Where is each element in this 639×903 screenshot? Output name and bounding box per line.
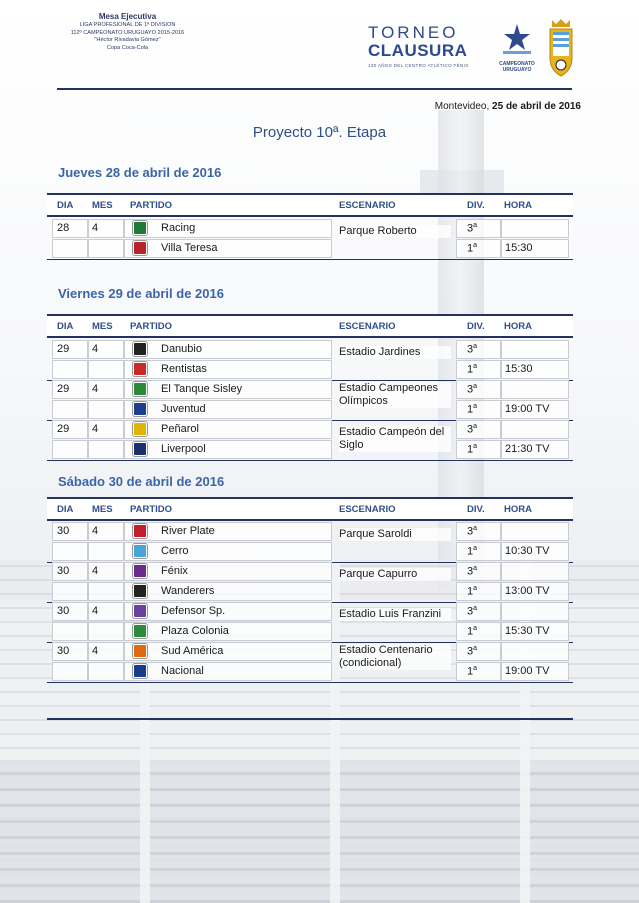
- camp-line2: URUGUAYO: [502, 67, 532, 73]
- table-cell: [124, 522, 332, 541]
- division-number: 1: [467, 443, 474, 456]
- ordinal-suffix: a: [473, 242, 478, 249]
- table-cell: [124, 662, 332, 681]
- ordinal-suffix: a: [473, 665, 478, 672]
- division-cell: [467, 645, 477, 658]
- hora-cell: 15:30 TV: [505, 625, 550, 637]
- table-cell: [501, 602, 569, 621]
- ordinal-suffix: a: [473, 383, 478, 390]
- hora-cell: 19:00 TV: [505, 665, 550, 677]
- table-cell: [124, 420, 332, 439]
- division-cell: [467, 525, 477, 538]
- dateline-date: 25 de abril de 2016: [492, 101, 581, 112]
- dateline-place: Montevideo,: [434, 101, 490, 112]
- team-crest-icon: [133, 362, 147, 376]
- division-cell: [467, 545, 477, 558]
- division-number: 3: [467, 343, 474, 356]
- day-heading: Jueves 28 de abril de 2016: [58, 165, 222, 180]
- division-number: 1: [467, 545, 474, 558]
- hora-cell: 10:30 TV: [505, 545, 550, 557]
- away-team: Cerro: [161, 545, 189, 557]
- mes-cell: 4: [92, 605, 99, 617]
- hora-cell: 15:30: [505, 363, 533, 375]
- table-cell: [124, 602, 332, 621]
- torneo-clausura-logo: [368, 24, 488, 68]
- division-cell: [467, 443, 477, 456]
- division-number: 3: [467, 222, 474, 235]
- scenario-cell: Estadio Luis Franzini: [339, 608, 451, 621]
- table-row: [47, 360, 573, 380]
- ordinal-suffix: a: [473, 645, 478, 652]
- star-emblem-icon: [497, 22, 537, 56]
- division-cell: [467, 242, 477, 255]
- division-number: 1: [467, 665, 474, 678]
- table-cell: [501, 420, 569, 439]
- table-row: [47, 562, 573, 582]
- ordinal-suffix: a: [473, 625, 478, 632]
- table-cell: [501, 562, 569, 581]
- ordinal-suffix: a: [473, 545, 478, 552]
- scenario-cell: Parque Roberto: [339, 225, 451, 238]
- home-team: Fénix: [161, 565, 188, 577]
- column-header: MES: [92, 200, 113, 211]
- column-header: PARTIDO: [130, 321, 173, 332]
- table-cell: [124, 542, 332, 561]
- table-header: [47, 314, 573, 338]
- division-cell: [467, 565, 477, 578]
- table-cell: [501, 219, 569, 238]
- column-header: ESCENARIO: [339, 504, 396, 515]
- table-cell: [501, 340, 569, 359]
- table-cell: [456, 340, 501, 359]
- away-team: Liverpool: [161, 443, 206, 455]
- away-team: Villa Teresa: [161, 242, 218, 254]
- table-cell: [52, 400, 88, 419]
- table-cell: [88, 542, 124, 561]
- table-cell: [124, 219, 332, 238]
- division-number: 1: [467, 585, 474, 598]
- ordinal-suffix: a: [473, 343, 478, 350]
- table-row: [47, 602, 573, 622]
- mes-cell: 4: [92, 343, 99, 355]
- scenario-cell: Estadio Campeón del Siglo: [339, 426, 451, 452]
- table-row: [47, 400, 573, 420]
- mesa-line: Copa Coca-Cola: [106, 44, 149, 51]
- camp-line1: CAMPEONATO: [499, 61, 535, 67]
- column-header: MES: [92, 504, 113, 515]
- header-rule: [57, 88, 572, 90]
- division-number: 1: [467, 403, 474, 416]
- table-cell: [456, 622, 501, 641]
- dia-cell: 29: [57, 343, 70, 355]
- column-header: PARTIDO: [130, 200, 173, 211]
- table-cell: [456, 380, 501, 399]
- away-team: Juventud: [161, 403, 206, 415]
- column-header: DIA: [57, 321, 74, 332]
- table-cell: [456, 239, 501, 258]
- table-cell: [124, 340, 332, 359]
- table-cell: [456, 582, 501, 601]
- division-number: 1: [467, 242, 474, 255]
- table-cell: [88, 239, 124, 258]
- mesa-line: "Héctor Rivadavia Gómez": [94, 37, 161, 43]
- table-cell: [52, 360, 88, 379]
- scenario-cell: Estadio Campeones Olímpicos: [339, 382, 451, 408]
- hora-cell: 21:30 TV: [505, 443, 550, 455]
- table-cell: [124, 440, 332, 459]
- table-cell: [88, 622, 124, 641]
- team-crest-icon: [133, 624, 147, 638]
- mesa-ejecutiva-block: [40, 12, 215, 52]
- bottom-rule: [47, 718, 573, 720]
- table-cell: [52, 239, 88, 258]
- table-row: [47, 542, 573, 562]
- away-team: Plaza Colonia: [161, 625, 229, 637]
- column-header: ESCENARIO: [339, 321, 396, 332]
- division-cell: [467, 222, 477, 235]
- home-team: Defensor Sp.: [161, 605, 226, 617]
- table-row: [47, 522, 573, 542]
- table-cell: [52, 622, 88, 641]
- dia-cell: 30: [57, 565, 70, 577]
- table-row: [47, 662, 573, 682]
- mes-cell: 4: [92, 565, 99, 577]
- group-separator: [47, 682, 573, 683]
- table-cell: [52, 662, 88, 681]
- table-cell: [501, 642, 569, 661]
- division-number: 1: [467, 625, 474, 638]
- team-crest-icon: [133, 442, 147, 456]
- day-heading: Viernes 29 de abril de 2016: [58, 286, 224, 301]
- division-cell: [467, 605, 477, 618]
- team-crest-icon: [133, 221, 147, 235]
- dia-cell: 30: [57, 525, 70, 537]
- table-cell: [501, 522, 569, 541]
- team-crest-icon: [133, 524, 147, 538]
- home-team: River Plate: [161, 525, 215, 537]
- auf-crest-icon: [548, 18, 574, 78]
- team-crest-icon: [133, 664, 147, 678]
- table-cell: [124, 582, 332, 601]
- dia-cell: 29: [57, 423, 70, 435]
- table-cell: [88, 440, 124, 459]
- mes-cell: 4: [92, 645, 99, 657]
- scenario-cell: Parque Capurro: [339, 568, 451, 581]
- table-cell: [456, 542, 501, 561]
- mes-cell: 4: [92, 423, 99, 435]
- table-header: [47, 193, 573, 217]
- column-header: HORA: [504, 504, 532, 515]
- group-separator: [47, 460, 573, 461]
- dateline: [435, 101, 581, 112]
- table-cell: [456, 420, 501, 439]
- team-crest-icon: [133, 544, 147, 558]
- home-team: El Tanque Sisley: [161, 383, 243, 395]
- table-cell: [52, 542, 88, 561]
- table-cell: [88, 662, 124, 681]
- table-row: [47, 420, 573, 440]
- column-header: HORA: [504, 321, 532, 332]
- table-cell: [52, 440, 88, 459]
- division-number: 3: [467, 645, 474, 658]
- table-cell: [456, 219, 501, 238]
- team-crest-icon: [133, 584, 147, 598]
- team-crest-icon: [133, 241, 147, 255]
- division-number: 3: [467, 565, 474, 578]
- table-row: [47, 219, 573, 239]
- ordinal-suffix: a: [473, 605, 478, 612]
- column-header: DIA: [57, 200, 74, 211]
- ordinal-suffix: a: [473, 222, 478, 229]
- division-number: 3: [467, 423, 474, 436]
- campeonato-uruguayo-logo: [492, 22, 542, 73]
- table-cell: [456, 360, 501, 379]
- division-number: 3: [467, 383, 474, 396]
- table-cell: [124, 562, 332, 581]
- home-team: Racing: [161, 222, 196, 234]
- dia-cell: 28: [57, 222, 70, 234]
- team-crest-icon: [133, 402, 147, 416]
- away-team: Rentistas: [161, 363, 207, 375]
- mes-cell: 4: [92, 222, 99, 234]
- team-crest-icon: [133, 382, 147, 396]
- division-cell: [467, 585, 477, 598]
- clausura-text: CLAUSURA: [368, 41, 468, 60]
- ordinal-suffix: a: [473, 363, 478, 370]
- hora-cell: 19:00 TV: [505, 403, 550, 415]
- division-number: 3: [467, 525, 474, 538]
- team-crest-icon: [133, 342, 147, 356]
- table-row: [47, 582, 573, 602]
- dia-cell: 29: [57, 383, 70, 395]
- day-heading: Sábado 30 de abril de 2016: [58, 474, 225, 489]
- table-cell: [456, 440, 501, 459]
- column-header: DIV.: [467, 200, 485, 211]
- table-cell: [124, 642, 332, 661]
- table-cell: [456, 562, 501, 581]
- scenario-cell: Estadio Centenario (condicional): [339, 644, 451, 670]
- ordinal-suffix: a: [473, 443, 478, 450]
- page-title: Proyecto 10ª. Etapa: [252, 124, 387, 141]
- table-cell: [124, 360, 332, 379]
- mesa-title: Mesa Ejecutiva: [98, 12, 157, 21]
- hora-cell: 13:00 TV: [505, 585, 550, 597]
- dia-cell: 30: [57, 645, 70, 657]
- column-header: PARTIDO: [130, 504, 173, 515]
- table-cell: [52, 582, 88, 601]
- division-cell: [467, 625, 477, 638]
- away-team: Nacional: [161, 665, 204, 677]
- table-row: [47, 622, 573, 642]
- table-cell: [124, 400, 332, 419]
- division-cell: [467, 423, 477, 436]
- torneo-text: TORNEO: [368, 23, 459, 42]
- table-cell: [456, 522, 501, 541]
- division-number: 3: [467, 605, 474, 618]
- table-cell: [456, 642, 501, 661]
- column-header: MES: [92, 321, 113, 332]
- table-row: [47, 440, 573, 460]
- mesa-line: 112º CAMPEONATO URUGUAYO 2015-2016: [70, 29, 185, 36]
- hora-cell: 15:30: [505, 242, 533, 254]
- team-crest-icon: [133, 564, 147, 578]
- ordinal-suffix: a: [473, 565, 478, 572]
- table-row: [47, 380, 573, 400]
- scenario-cell: Estadio Jardines: [339, 346, 451, 359]
- division-cell: [467, 383, 477, 396]
- table-cell: [501, 380, 569, 399]
- division-cell: [467, 403, 477, 416]
- scenario-cell: Parque Saroldi: [339, 528, 451, 541]
- torneo-subtitle: 130 AÑOS DEL CENTRO ATLÉTICO FÉNIX: [368, 63, 469, 68]
- table-cell: [456, 602, 501, 621]
- group-separator: [47, 259, 573, 260]
- mes-cell: 4: [92, 525, 99, 537]
- table-cell: [88, 400, 124, 419]
- division-cell: [467, 363, 477, 376]
- table-cell: [456, 400, 501, 419]
- column-header: HORA: [504, 200, 532, 211]
- table-row: [47, 340, 573, 360]
- ordinal-suffix: a: [473, 403, 478, 410]
- ordinal-suffix: a: [473, 525, 478, 532]
- table-cell: [456, 662, 501, 681]
- home-team: Sud América: [161, 645, 224, 657]
- division-cell: [467, 343, 477, 356]
- table-row: [47, 239, 573, 259]
- ordinal-suffix: a: [473, 585, 478, 592]
- table-header: [47, 497, 573, 521]
- table-cell: [88, 582, 124, 601]
- dia-cell: 30: [57, 605, 70, 617]
- mesa-line: LIGA PROFESIONAL DE 1ª DIVISION: [79, 22, 176, 28]
- table-row: [47, 642, 573, 662]
- column-header: ESCENARIO: [339, 200, 396, 211]
- away-team: Wanderers: [161, 585, 215, 597]
- team-crest-icon: [133, 422, 147, 436]
- team-crest-icon: [133, 604, 147, 618]
- table-cell: [124, 239, 332, 258]
- division-cell: [467, 665, 477, 678]
- column-header: DIV.: [467, 321, 485, 332]
- home-team: Peñarol: [161, 423, 199, 435]
- ordinal-suffix: a: [473, 423, 478, 430]
- column-header: DIV.: [467, 504, 485, 515]
- team-crest-icon: [133, 644, 147, 658]
- home-team: Danubio: [161, 343, 202, 355]
- division-number: 1: [467, 363, 474, 376]
- column-header: DIA: [57, 504, 74, 515]
- mes-cell: 4: [92, 383, 99, 395]
- table-cell: [88, 360, 124, 379]
